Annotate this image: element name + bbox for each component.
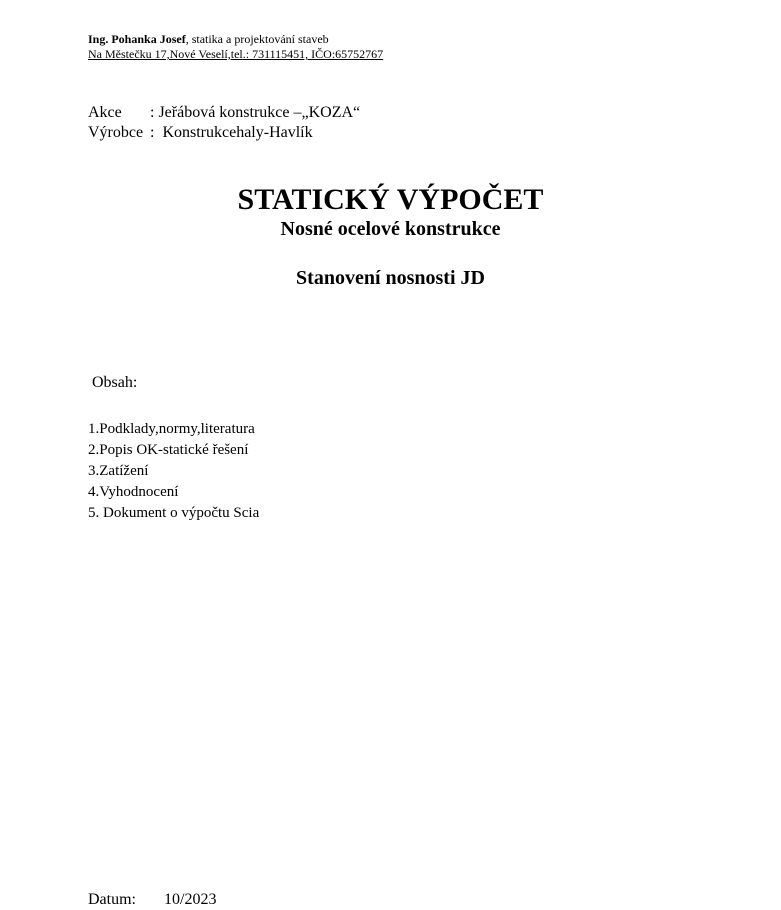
vyrobce-row bbox=[88, 123, 360, 143]
engineer-profession: , statika a projektování staveb bbox=[185, 32, 329, 46]
toc-item: 4.Vyhodnocení bbox=[88, 484, 179, 500]
letterhead-line-1 bbox=[88, 32, 383, 47]
vyrobce-label: Výrobce bbox=[88, 124, 144, 141]
vyrobce-value: : Konstrukcehaly-Havlík bbox=[150, 124, 313, 141]
akce-value: : Jeřábová konstrukce –„KOZA“ bbox=[150, 104, 361, 121]
document-title: STATICKÝ VÝPOČET bbox=[237, 183, 544, 216]
toc-item: 3.Zatížení bbox=[88, 463, 149, 479]
date-line: Datum: 10/2023 bbox=[88, 891, 217, 908]
toc-item: 2.Popis OK-statické řešení bbox=[88, 442, 249, 458]
letterhead bbox=[88, 32, 383, 62]
document-subtitle-2: Stanovení nosnosti JD bbox=[296, 267, 485, 289]
project-meta bbox=[88, 103, 360, 143]
table-of-contents bbox=[88, 419, 259, 524]
akce-label: Akce bbox=[88, 104, 122, 121]
toc-item: 1.Podklady,normy,literatura bbox=[88, 421, 255, 437]
akce-row bbox=[88, 103, 360, 123]
engineer-name: Ing. Pohanka Josef bbox=[88, 32, 186, 46]
document-subtitle: Nosné ocelové konstrukce bbox=[280, 218, 501, 240]
letterhead-address: Na Městečku 17,Nové Veselí,tel.: 731115451, IČO:65752767 bbox=[88, 47, 384, 61]
contents-heading: Obsah: bbox=[92, 374, 138, 391]
toc-item: 5. Dokument o výpočtu Scia bbox=[88, 505, 260, 521]
